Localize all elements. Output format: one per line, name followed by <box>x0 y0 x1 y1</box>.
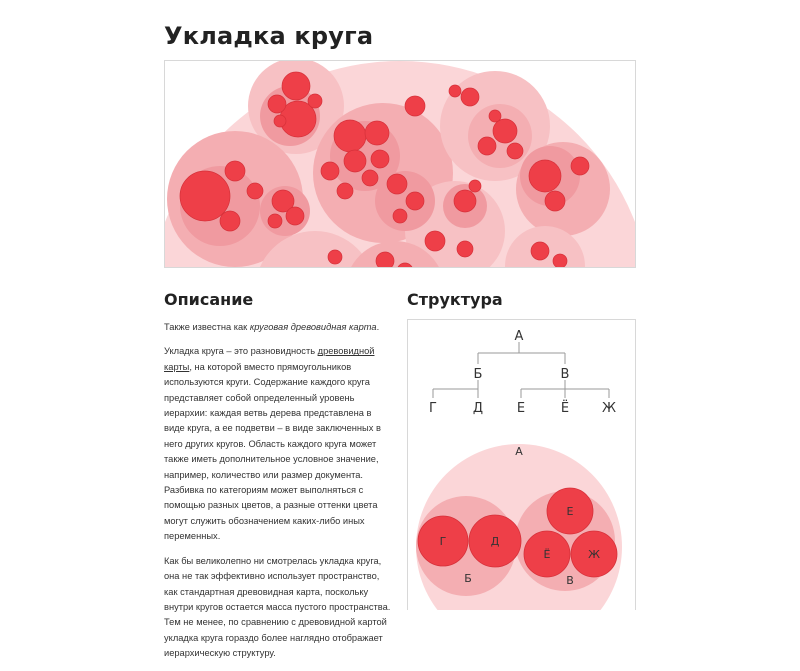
tree-connectors <box>433 342 609 398</box>
leaf-circle <box>469 180 481 192</box>
leaf-circle <box>371 150 389 168</box>
pack-label-a: А <box>515 445 523 458</box>
structure-heading: Структура <box>407 290 503 309</box>
tree-node-zh: Ж <box>601 401 617 416</box>
leaf-circle <box>274 115 286 127</box>
pack-label-e: Е <box>566 505 574 518</box>
tree-node-e: Е <box>516 401 526 416</box>
structure-panel <box>407 319 636 610</box>
tree-node-g: Г <box>429 401 437 416</box>
leaf-circle <box>489 110 501 122</box>
leaf-circle <box>308 94 322 108</box>
pack-label-yo: Ё <box>543 548 551 561</box>
leaf-circle <box>344 150 366 172</box>
leaf-circle <box>507 143 523 159</box>
leaf-circle <box>387 174 407 194</box>
leaf-circle <box>180 171 230 221</box>
leaf-circle <box>376 252 394 267</box>
leaf-circle <box>493 119 517 143</box>
leaf-circle <box>362 170 378 186</box>
structure-diagram <box>408 320 635 610</box>
p2-prefix: Укладка круга – это разновидность <box>164 346 318 357</box>
tree-node-yo: Ё <box>560 401 570 416</box>
leaf-circle <box>454 190 476 212</box>
circle-packing-illustration <box>165 61 635 267</box>
leaf-circle <box>425 231 445 251</box>
leaf-circle <box>282 72 310 100</box>
leaf-circle <box>393 209 407 223</box>
description-paragraph-2 <box>164 344 392 544</box>
leaf-circle <box>328 250 342 264</box>
leaf-circle <box>449 85 461 97</box>
pack-label-d: Д <box>490 535 500 548</box>
description-text <box>164 320 392 671</box>
description-paragraph-3: Как бы великолепно ни смотрелась укладка круга, она не так эффективно использует пространство, как стандартная древовидная карта, поскольку внутри кругов остается масса пустого пространства. Тем не менее, по сравнению с древовидной картой укладка круга гораздо более наглядно отображает иерархическую структуру. <box>164 555 391 659</box>
leaf-circle <box>334 120 366 152</box>
leaf-circle <box>365 121 389 145</box>
leaf-circle <box>321 162 339 180</box>
leaf-circle <box>225 161 245 181</box>
description-heading: Описание <box>164 290 254 309</box>
page-title: Укладка круга <box>164 22 374 50</box>
tree-node-b: Б <box>473 367 483 382</box>
leaf-circle <box>337 183 353 199</box>
pack-label-b: Б <box>464 572 472 585</box>
tree-node-v: В <box>560 367 570 382</box>
leaf-circle <box>478 137 496 155</box>
leaf-circle <box>461 88 479 106</box>
leaf-circle <box>405 96 425 116</box>
leaf-circle <box>457 241 473 257</box>
leaf-circle <box>406 192 424 210</box>
pack-label-g: Г <box>439 535 447 548</box>
leaf-circle <box>268 95 286 113</box>
leaf-circle <box>553 254 567 267</box>
pack-label-v: В <box>566 574 574 587</box>
leaf-circle <box>531 242 549 260</box>
pack-label-zh: Ж <box>588 548 600 561</box>
leaf-circle <box>545 191 565 211</box>
p1-suffix: . <box>376 322 380 332</box>
leaf-circle <box>247 183 263 199</box>
circle-packing-hero-image <box>164 60 636 268</box>
description-paragraph-1 <box>164 320 392 335</box>
p1-prefix: Также известна как <box>164 322 250 332</box>
treemap-link[interactable]: древовидной карты <box>164 346 375 372</box>
leaf-circle <box>268 214 282 228</box>
leaf-circle <box>220 211 240 231</box>
leaf-circle <box>286 207 304 225</box>
p2-suffix: , на которой вместо прямоугольников используются круги. Содержание каждого круга представляет собой определенный уровень иерархии: каждая ветвь дерева представлена в виде круга, а ее подветви – в виде заключенных в него других кругов. Область каждого круга может также иметь дополнительное условное значение, например, количество или размер документа. Разбивка по категориям может выполняться с помощью разных цветов, а разные оттенки цвета могут служить обозначением каких-либо иных переменных. <box>164 361 381 542</box>
tree-node-d: Д <box>472 401 484 416</box>
p1-emphasis: круговая древовидная карта <box>249 322 377 332</box>
leaf-circle <box>529 160 561 192</box>
leaf-circle <box>571 157 589 175</box>
tree-node-root: А <box>514 329 524 344</box>
